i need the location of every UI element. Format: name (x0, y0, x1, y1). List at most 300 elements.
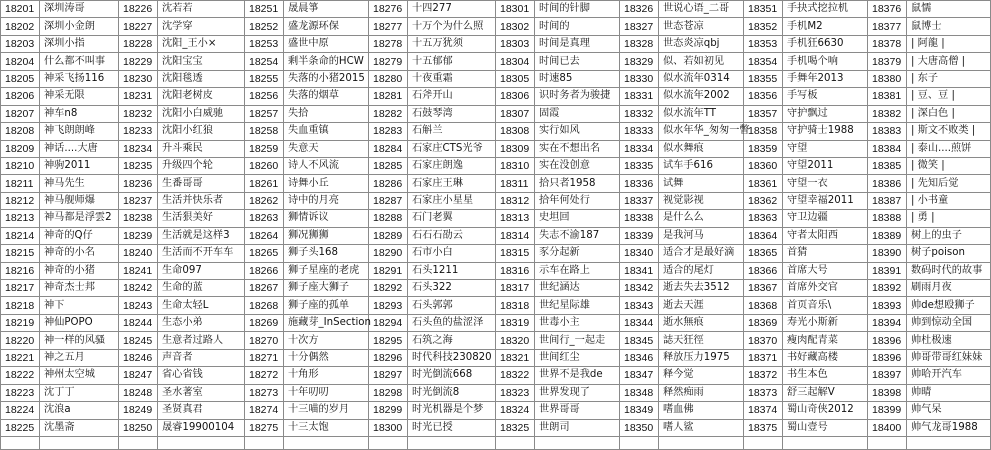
name-cell[interactable]: 试车手616 (659, 157, 744, 174)
id-cell[interactable]: 18208 (1, 123, 40, 140)
id-cell[interactable]: 18254 (245, 53, 284, 70)
id-cell[interactable]: 18350 (620, 419, 659, 436)
id-cell[interactable]: 18307 (496, 105, 535, 122)
id-cell[interactable]: 18210 (1, 157, 40, 174)
id-cell[interactable]: 18366 (744, 262, 783, 279)
name-cell[interactable]: 世毒小主 (535, 314, 620, 331)
name-cell[interactable]: 十年叨叨 (284, 384, 369, 401)
name-cell[interactable]: 时光倒流8 (408, 384, 496, 401)
id-cell[interactable]: 18386 (868, 175, 907, 192)
id-cell[interactable]: 18354 (744, 53, 783, 70)
name-cell[interactable]: 失落的烟草 (284, 88, 369, 105)
id-cell[interactable]: 18340 (620, 245, 659, 262)
id-cell[interactable]: 18359 (744, 140, 783, 157)
name-cell[interactable]: 石市小白 (408, 245, 496, 262)
id-cell[interactable]: 18281 (369, 88, 408, 105)
id-cell[interactable]: 18252 (245, 18, 284, 35)
name-cell[interactable]: 数码时代的故事 (907, 262, 991, 279)
id-cell[interactable]: 18203 (1, 35, 40, 52)
id-cell[interactable]: 18315 (496, 245, 535, 262)
name-cell[interactable]: 实在不想出名 (535, 140, 620, 157)
id-cell[interactable]: 18239 (119, 227, 158, 244)
name-cell[interactable]: 生活并快乐者 (158, 192, 245, 209)
id-cell[interactable]: 18229 (119, 53, 158, 70)
id-cell[interactable]: 18218 (1, 297, 40, 314)
name-cell[interactable]: 手机M2 (783, 18, 868, 35)
name-cell[interactable]: 固霞 (535, 105, 620, 122)
name-cell[interactable]: 省心省钱 (158, 367, 245, 384)
id-cell[interactable]: 18279 (369, 53, 408, 70)
id-cell[interactable]: 18292 (369, 280, 408, 297)
id-cell[interactable]: 18225 (1, 419, 40, 436)
name-cell[interactable]: 十万个为什么照 (408, 18, 496, 35)
name-cell[interactable]: 首席外交官 (783, 280, 868, 297)
name-cell[interactable]: 生活而不开车车 (158, 245, 245, 262)
id-cell[interactable]: 18266 (245, 262, 284, 279)
id-cell[interactable]: 18248 (119, 384, 158, 401)
id-cell[interactable]: 18371 (744, 349, 783, 366)
name-cell[interactable]: 似水年华_匆匆一瞥 (659, 123, 744, 140)
name-cell[interactable]: | 斯文不败类 | (907, 123, 991, 140)
name-cell[interactable]: 生态小弟 (158, 314, 245, 331)
id-cell[interactable]: 18257 (245, 105, 284, 122)
name-cell[interactable]: 首页音乐\ (783, 297, 868, 314)
id-cell[interactable]: 18246 (119, 349, 158, 366)
name-cell[interactable]: 声音者 (158, 349, 245, 366)
id-cell[interactable]: 18320 (496, 332, 535, 349)
name-cell[interactable]: 神奇的小名 (40, 245, 119, 262)
name-cell[interactable]: 寿光小斯新 (783, 314, 868, 331)
name-cell[interactable]: 手机喝个响 (783, 53, 868, 70)
id-cell[interactable]: 18328 (620, 35, 659, 52)
id-cell[interactable]: 18393 (868, 297, 907, 314)
id-cell[interactable]: 18305 (496, 70, 535, 87)
name-cell[interactable]: 沈学穿 (158, 18, 245, 35)
name-cell[interactable]: 神奇杰士邦 (40, 280, 119, 297)
name-cell[interactable]: 十五郁郁 (408, 53, 496, 70)
id-cell[interactable]: 18299 (369, 402, 408, 419)
empty-cell[interactable] (783, 436, 868, 449)
empty-cell[interactable] (744, 436, 783, 449)
id-cell[interactable]: 18297 (369, 367, 408, 384)
name-cell[interactable]: 神马舰师爆 (40, 192, 119, 209)
name-cell[interactable]: 蜀山奇侠2012 (783, 402, 868, 419)
name-cell[interactable]: 释然痴雨 (659, 384, 744, 401)
name-cell[interactable]: 石家庄朗逸 (408, 157, 496, 174)
name-cell[interactable]: 升级四个轮 (158, 157, 245, 174)
name-cell[interactable]: 十角形 (284, 367, 369, 384)
id-cell[interactable]: 18378 (868, 35, 907, 52)
id-cell[interactable]: 18256 (245, 88, 284, 105)
id-cell[interactable]: 18396 (868, 349, 907, 366)
id-cell[interactable]: 18309 (496, 140, 535, 157)
id-cell[interactable]: 18304 (496, 53, 535, 70)
name-cell[interactable]: 时光已授 (408, 419, 496, 436)
id-cell[interactable]: 18202 (1, 18, 40, 35)
id-cell[interactable]: 18377 (868, 18, 907, 35)
id-cell[interactable]: 18277 (369, 18, 408, 35)
id-cell[interactable]: 18385 (868, 157, 907, 174)
id-cell[interactable]: 18333 (620, 123, 659, 140)
name-cell[interactable]: 诗人不风流 (284, 157, 369, 174)
name-cell[interactable]: 圣贤真君 (158, 402, 245, 419)
id-cell[interactable]: 18258 (245, 123, 284, 140)
name-cell[interactable]: 圣水著室 (158, 384, 245, 401)
id-cell[interactable]: 18344 (620, 314, 659, 331)
name-cell[interactable]: 试舞 (659, 175, 744, 192)
id-cell[interactable]: 18245 (119, 332, 158, 349)
name-cell[interactable]: 时间的针脚 (535, 1, 620, 18)
name-cell[interactable]: 神马先生 (40, 175, 119, 192)
id-cell[interactable]: 18312 (496, 192, 535, 209)
id-cell[interactable]: 18329 (620, 53, 659, 70)
name-cell[interactable]: 十三喵的岁月 (284, 402, 369, 419)
id-cell[interactable]: 18280 (369, 70, 408, 87)
name-cell[interactable]: 沈丁丁 (40, 384, 119, 401)
id-cell[interactable]: 18343 (620, 297, 659, 314)
name-cell[interactable]: 神驹2011 (40, 157, 119, 174)
id-cell[interactable]: 18391 (868, 262, 907, 279)
id-cell[interactable]: 18251 (245, 1, 284, 18)
id-cell[interactable]: 18213 (1, 210, 40, 227)
name-cell[interactable]: 拾只者1958 (535, 175, 620, 192)
name-cell[interactable]: 书生本色 (783, 367, 868, 384)
id-cell[interactable]: 18222 (1, 367, 40, 384)
id-cell[interactable]: 18374 (744, 402, 783, 419)
name-cell[interactable]: 逝水無痕 (659, 314, 744, 331)
name-cell[interactable]: 狮子座大狮子 (284, 280, 369, 297)
name-cell[interactable]: 神州太空城 (40, 367, 119, 384)
name-cell[interactable]: 十三太饱 (284, 419, 369, 436)
name-cell[interactable]: 帅de想殴狮子 (907, 297, 991, 314)
name-cell[interactable]: 世界发现了 (535, 384, 620, 401)
id-cell[interactable]: 18331 (620, 88, 659, 105)
name-cell[interactable]: 晟睿19900104 (158, 419, 245, 436)
name-cell[interactable]: 时代科技230820 (408, 349, 496, 366)
id-cell[interactable]: 18264 (245, 227, 284, 244)
id-cell[interactable]: 18381 (868, 88, 907, 105)
id-cell[interactable]: 18272 (245, 367, 284, 384)
name-cell[interactable]: 石门老翼 (408, 210, 496, 227)
empty-cell[interactable] (907, 436, 991, 449)
id-cell[interactable]: 18276 (369, 1, 408, 18)
name-cell[interactable]: 沈浪a (40, 402, 119, 419)
name-cell[interactable]: 释放压力1975 (659, 349, 744, 366)
name-cell[interactable]: 生意者过路人 (158, 332, 245, 349)
name-cell[interactable]: 守者太阳西 (783, 227, 868, 244)
id-cell[interactable]: 18298 (369, 384, 408, 401)
id-cell[interactable]: 18286 (369, 175, 408, 192)
name-cell[interactable]: 嗜血佛 (659, 402, 744, 419)
id-cell[interactable]: 18368 (744, 297, 783, 314)
name-cell[interactable]: 守望2011 (783, 157, 868, 174)
name-cell[interactable]: 十分偶然 (284, 349, 369, 366)
name-cell[interactable]: 神下 (40, 297, 119, 314)
name-cell[interactable]: 世界哥哥 (535, 402, 620, 419)
name-cell[interactable]: | 豆、豆 | (907, 88, 991, 105)
name-cell[interactable]: 生命太轻L (158, 297, 245, 314)
id-cell[interactable]: 18356 (744, 88, 783, 105)
name-cell[interactable]: 时光机器是个梦 (408, 402, 496, 419)
name-cell[interactable]: 树上的虫子 (907, 227, 991, 244)
name-cell[interactable]: 世朗司 (535, 419, 620, 436)
id-cell[interactable]: 18288 (369, 210, 408, 227)
name-cell[interactable]: 失拾 (284, 105, 369, 122)
name-cell[interactable]: 十夜重霜 (408, 70, 496, 87)
name-cell[interactable]: 神奇的Q仔 (40, 227, 119, 244)
name-cell[interactable]: 手抉式挖拉机 (783, 1, 868, 18)
name-cell[interactable]: 生活就是这样3 (158, 227, 245, 244)
id-cell[interactable]: 18398 (868, 384, 907, 401)
id-cell[interactable]: 18325 (496, 419, 535, 436)
id-cell[interactable]: 18271 (245, 349, 284, 366)
id-cell[interactable]: 18241 (119, 262, 158, 279)
name-cell[interactable]: 石斛兰 (408, 123, 496, 140)
id-cell[interactable]: 18205 (1, 70, 40, 87)
name-cell[interactable]: 时光倒流668 (408, 367, 496, 384)
id-cell[interactable]: 18383 (868, 123, 907, 140)
name-cell[interactable]: 世纪星际雄 (535, 297, 620, 314)
name-cell[interactable]: 生活狠美好 (158, 210, 245, 227)
id-cell[interactable]: 18230 (119, 70, 158, 87)
name-cell[interactable]: 世界不是我de (535, 367, 620, 384)
id-cell[interactable]: 18300 (369, 419, 408, 436)
id-cell[interactable]: 18273 (245, 384, 284, 401)
name-cell[interactable]: | 泰山....煎饼 (907, 140, 991, 157)
name-cell[interactable]: 世说心语_二哥 (659, 1, 744, 18)
name-cell[interactable]: 是我河马 (659, 227, 744, 244)
id-cell[interactable]: 18265 (245, 245, 284, 262)
id-cell[interactable]: 18268 (245, 297, 284, 314)
id-cell[interactable]: 18370 (744, 332, 783, 349)
name-cell[interactable]: 鼠懦 (907, 1, 991, 18)
id-cell[interactable]: 18341 (620, 262, 659, 279)
id-cell[interactable]: 18384 (868, 140, 907, 157)
empty-cell[interactable] (158, 436, 245, 449)
name-cell[interactable]: 适合的尾灯 (659, 262, 744, 279)
name-cell[interactable]: 生番哥哥 (158, 175, 245, 192)
id-cell[interactable]: 18355 (744, 70, 783, 87)
id-cell[interactable]: 18389 (868, 227, 907, 244)
name-cell[interactable]: 深圳涛哥 (40, 1, 119, 18)
id-cell[interactable]: 18380 (868, 70, 907, 87)
name-cell[interactable]: 世间行_一起走 (535, 332, 620, 349)
name-cell[interactable]: 时间是真理 (535, 35, 620, 52)
name-cell[interactable]: 石头1211 (408, 262, 496, 279)
id-cell[interactable]: 18259 (245, 140, 284, 157)
name-cell[interactable]: 似水流年0314 (659, 70, 744, 87)
id-cell[interactable]: 18338 (620, 210, 659, 227)
id-cell[interactable]: 18388 (868, 210, 907, 227)
id-cell[interactable]: 18216 (1, 262, 40, 279)
name-cell[interactable]: 神采飞扬116 (40, 70, 119, 87)
name-cell[interactable]: 首猜 (783, 245, 868, 262)
id-cell[interactable]: 18296 (369, 349, 408, 366)
empty-cell[interactable] (535, 436, 620, 449)
id-cell[interactable]: 18387 (868, 192, 907, 209)
id-cell[interactable]: 18240 (119, 245, 158, 262)
id-cell[interactable]: 18275 (245, 419, 284, 436)
name-cell[interactable]: 狮子座的孤单 (284, 297, 369, 314)
empty-cell[interactable] (659, 436, 744, 449)
id-cell[interactable]: 18269 (245, 314, 284, 331)
id-cell[interactable]: 18228 (119, 35, 158, 52)
id-cell[interactable]: 18306 (496, 88, 535, 105)
id-cell[interactable]: 18365 (744, 245, 783, 262)
name-cell[interactable]: 时间的 (535, 18, 620, 35)
name-cell[interactable]: 适合才是最好滴 (659, 245, 744, 262)
id-cell[interactable]: 18243 (119, 297, 158, 314)
id-cell[interactable]: 18353 (744, 35, 783, 52)
id-cell[interactable]: 18238 (119, 210, 158, 227)
name-cell[interactable]: 十五万犹须 (408, 35, 496, 52)
name-cell[interactable]: 施藏芽_InSection (284, 314, 369, 331)
id-cell[interactable]: 18224 (1, 402, 40, 419)
name-cell[interactable]: 沈阳_王小× (158, 35, 245, 52)
id-cell[interactable]: 18346 (620, 349, 659, 366)
name-cell[interactable]: 逝去失去3512 (659, 280, 744, 297)
name-cell[interactable]: 帅气呆 (907, 402, 991, 419)
name-cell[interactable]: 视觉影视 (659, 192, 744, 209)
id-cell[interactable]: 18311 (496, 175, 535, 192)
id-cell[interactable]: 18209 (1, 140, 40, 157)
id-cell[interactable]: 18223 (1, 384, 40, 401)
id-cell[interactable]: 18367 (744, 280, 783, 297)
id-cell[interactable]: 18357 (744, 105, 783, 122)
name-cell[interactable]: 狮情诉议 (284, 210, 369, 227)
name-cell[interactable]: 神仙POPO (40, 314, 119, 331)
id-cell[interactable]: 18326 (620, 1, 659, 18)
id-cell[interactable]: 18249 (119, 402, 158, 419)
id-cell[interactable]: 18214 (1, 227, 40, 244)
id-cell[interactable]: 18303 (496, 35, 535, 52)
id-cell[interactable]: 18242 (119, 280, 158, 297)
id-cell[interactable]: 18313 (496, 210, 535, 227)
name-cell[interactable]: 舒三起解V (783, 384, 868, 401)
name-cell[interactable]: 失志不渝187 (535, 227, 620, 244)
name-cell[interactable]: 逝去天涯 (659, 297, 744, 314)
name-cell[interactable]: 石头鱼的盐涩泽 (408, 314, 496, 331)
id-cell[interactable]: 18310 (496, 157, 535, 174)
name-cell[interactable]: 帅气龙哥1988 (907, 419, 991, 436)
name-cell[interactable]: 时间已去 (535, 53, 620, 70)
id-cell[interactable]: 18220 (1, 332, 40, 349)
name-cell[interactable]: 石头322 (408, 280, 496, 297)
id-cell[interactable]: 18227 (119, 18, 158, 35)
name-cell[interactable]: 生命的蓝 (158, 280, 245, 297)
id-cell[interactable]: 18392 (868, 280, 907, 297)
empty-cell[interactable] (40, 436, 119, 449)
id-cell[interactable]: 18290 (369, 245, 408, 262)
id-cell[interactable]: 18212 (1, 192, 40, 209)
name-cell[interactable]: 释今觉 (659, 367, 744, 384)
id-cell[interactable]: 18285 (369, 157, 408, 174)
empty-cell[interactable] (284, 436, 369, 449)
id-cell[interactable]: 18399 (868, 402, 907, 419)
id-cell[interactable]: 18314 (496, 227, 535, 244)
name-cell[interactable]: 神话....大唐 (40, 140, 119, 157)
name-cell[interactable]: 失血重镇 (284, 123, 369, 140)
id-cell[interactable]: 18255 (245, 70, 284, 87)
name-cell[interactable]: 神马都是浮雲2 (40, 210, 119, 227)
id-cell[interactable]: 18247 (119, 367, 158, 384)
name-cell[interactable]: 狮况狮狮 (284, 227, 369, 244)
id-cell[interactable]: 18235 (119, 157, 158, 174)
id-cell[interactable]: 18316 (496, 262, 535, 279)
name-cell[interactable]: | 东子 (907, 70, 991, 87)
name-cell[interactable]: | 微笑 | (907, 157, 991, 174)
name-cell[interactable]: 神采无限 (40, 88, 119, 105)
id-cell[interactable]: 18390 (868, 245, 907, 262)
name-cell[interactable]: 蜀山壹号 (783, 419, 868, 436)
name-cell[interactable]: 守望 (783, 140, 868, 157)
id-cell[interactable]: 18215 (1, 245, 40, 262)
id-cell[interactable]: 18362 (744, 192, 783, 209)
name-cell[interactable]: 守护骑士1988 (783, 123, 868, 140)
name-cell[interactable]: 嗜人鲨 (659, 419, 744, 436)
name-cell[interactable]: 盛龙源环保 (284, 18, 369, 35)
name-cell[interactable]: 示车在路上 (535, 262, 620, 279)
name-cell[interactable]: 神车n8 (40, 105, 119, 122)
id-cell[interactable]: 18322 (496, 367, 535, 384)
id-cell[interactable]: 18260 (245, 157, 284, 174)
name-cell[interactable]: 时速85 (535, 70, 620, 87)
id-cell[interactable]: 18294 (369, 314, 408, 331)
empty-cell[interactable] (496, 436, 535, 449)
name-cell[interactable]: 鼠博士 (907, 18, 991, 35)
id-cell[interactable]: 18348 (620, 384, 659, 401)
name-cell[interactable]: 生命097 (158, 262, 245, 279)
name-cell[interactable]: 世间红尘 (535, 349, 620, 366)
empty-cell[interactable] (245, 436, 284, 449)
id-cell[interactable]: 18289 (369, 227, 408, 244)
name-cell[interactable]: 剩半条命的HCW (284, 53, 369, 70)
empty-cell[interactable] (369, 436, 408, 449)
name-cell[interactable]: 狮子头168 (284, 245, 369, 262)
id-cell[interactable]: 18217 (1, 280, 40, 297)
name-cell[interactable]: 书好藏高楼 (783, 349, 868, 366)
name-cell[interactable]: 似水流年TT (659, 105, 744, 122)
id-cell[interactable]: 18282 (369, 105, 408, 122)
name-cell[interactable]: 石家庄小星星 (408, 192, 496, 209)
id-cell[interactable]: 18317 (496, 280, 535, 297)
empty-cell[interactable] (620, 436, 659, 449)
id-cell[interactable]: 18206 (1, 88, 40, 105)
id-cell[interactable]: 18267 (245, 280, 284, 297)
id-cell[interactable]: 18347 (620, 367, 659, 384)
id-cell[interactable]: 18327 (620, 18, 659, 35)
id-cell[interactable]: 18283 (369, 123, 408, 140)
id-cell[interactable]: 18302 (496, 18, 535, 35)
name-cell[interactable]: 拾年何处行 (535, 192, 620, 209)
empty-cell[interactable] (1, 436, 40, 449)
name-cell[interactable]: 实行如风 (535, 123, 620, 140)
name-cell[interactable]: 似、若如初见 (659, 53, 744, 70)
id-cell[interactable]: 18244 (119, 314, 158, 331)
name-cell[interactable]: 石石石劭云 (408, 227, 496, 244)
name-cell[interactable]: 石家庄王琳 (408, 175, 496, 192)
id-cell[interactable]: 18319 (496, 314, 535, 331)
id-cell[interactable]: 18270 (245, 332, 284, 349)
id-cell[interactable]: 18339 (620, 227, 659, 244)
id-cell[interactable]: 18364 (744, 227, 783, 244)
name-cell[interactable]: 豕分起新 (535, 245, 620, 262)
id-cell[interactable]: 18226 (119, 1, 158, 18)
name-cell[interactable]: 似水舞痕 (659, 140, 744, 157)
name-cell[interactable]: 实在没创意 (535, 157, 620, 174)
name-cell[interactable]: 石鼓琴湾 (408, 105, 496, 122)
id-cell[interactable]: 18211 (1, 175, 40, 192)
